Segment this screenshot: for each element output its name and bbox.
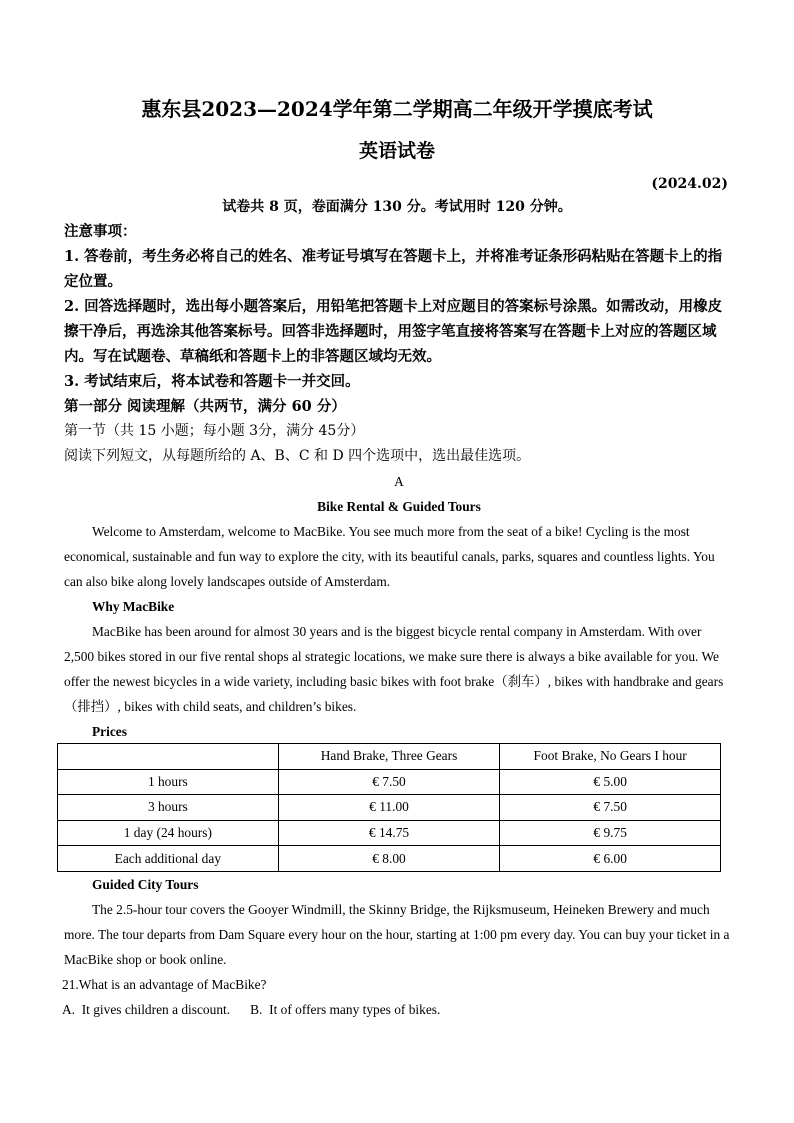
table-header-cell	[58, 744, 279, 770]
question-21-options: A. It gives children a discount. B. It of offers many types of bikes.	[62, 1002, 441, 1017]
table-header-row	[58, 744, 721, 770]
passage-paragraph-1: Welcome to Amsterdam, welcome to MacBike. You see much more from the seat of a bike! Cycling is the most economical, sustainable and fun way to explore the city, with its beautiful canals, parks, squares and countless lights. You can also bike along lovely landscapes outside of Amsterdam.	[64, 524, 715, 589]
note-item-1: 1. 答卷前，考生务必将自己的姓名、准考证号填写在答题卡上，并将准考证条形码粘贴在答题卡上的指定位置。	[64, 248, 723, 290]
question-21-stem: 21.What is an advantage of MacBike?	[62, 977, 267, 992]
table-cell: € 7.50	[278, 769, 500, 795]
exam-info: 试卷共 8 页，卷面满分 130 分。考试用时 120 分钟。	[222, 199, 572, 215]
section1-instruction: 阅读下列短文，从每题所给的 A、B、C 和 D 四个选项中，选出最佳选项。	[64, 448, 531, 464]
table-cell: € 7.50	[500, 795, 721, 821]
prices-heading: Prices	[92, 724, 127, 739]
table-cell: € 8.00	[278, 846, 500, 872]
passage-paragraph-2: MacBike has been around for almost 30 years and is the biggest bicycle rental company in Amsterdam. With over 2,500 bikes stored in our five rental shops al strategic locations, we make sure there is always a bike available for you. We offer the newest bicycles in a wide variety, including basic bikes with foot brake（刹车）, bikes with handbrake and gears（排挡）, bikes with child seats, and children’s bikes.	[64, 624, 724, 714]
table-cell: € 6.00	[500, 846, 721, 872]
passage-paragraph-3: The 2.5-hour tour covers the Gooyer Windmill, the Skinny Bridge, the Rijksmuseum, Heineken Brewery and much more. The tour departs from Dam Square every hour on the hour, starting at 1:00 pm every day. You can buy your ticket in a MacBike shop or book online.	[64, 902, 730, 967]
exam-title: 惠东县2023—2024学年第二学期高二年级开学摸底考试	[141, 97, 653, 121]
table-cell: Each additional day	[58, 846, 279, 872]
exam-subtitle: 英语试卷	[358, 140, 435, 162]
table-row	[58, 820, 721, 846]
note-item-3: 3. 考试结束后，将本试卷和答题卡一并交回。	[64, 373, 360, 390]
table-row	[58, 846, 721, 872]
table-row	[58, 769, 721, 795]
table-cell: 3 hours	[58, 795, 279, 821]
section1-heading: 第一节（共 15 小题；每小题 3分，满分 45分）	[64, 423, 365, 439]
why-macbike-heading: Why MacBike	[92, 599, 175, 614]
prices-table	[57, 743, 721, 872]
notes-heading: 注意事项：	[64, 223, 137, 240]
table-header-cell: Foot Brake, No Gears I hour	[500, 744, 721, 770]
note-item-2: 2. 回答选择题时，选出每小题答案后，用铅笔把答题卡上对应题目的答案标号涂黑。如需改动，用橡皮擦干净后，再选涂其他答案标号。回答非选择题时，用签字笔直接将答案写在答题卡上对应的答题区域内。写在试题卷、草稿纸和答题卡上的非答题区域均无效。	[64, 298, 723, 365]
guided-tours-heading: Guided City Tours	[92, 877, 199, 892]
passage-title: Bike Rental & Guided Tours	[317, 499, 481, 514]
table-cell: 1 hours	[58, 769, 279, 795]
exam-date: (2024.02)	[651, 176, 728, 192]
table-cell: € 5.00	[500, 769, 721, 795]
table-cell: € 14.75	[278, 820, 500, 846]
table-cell: € 9.75	[500, 820, 721, 846]
table-cell: 1 day (24 hours)	[58, 820, 279, 846]
table-cell: € 11.00	[278, 795, 500, 821]
passage-letter: A	[394, 474, 404, 489]
table-header-cell: Hand Brake, Three Gears	[278, 744, 500, 770]
table-row	[58, 795, 721, 821]
part1-heading: 第一部分 阅读理解（共两节，满分 60 分）	[64, 398, 346, 415]
